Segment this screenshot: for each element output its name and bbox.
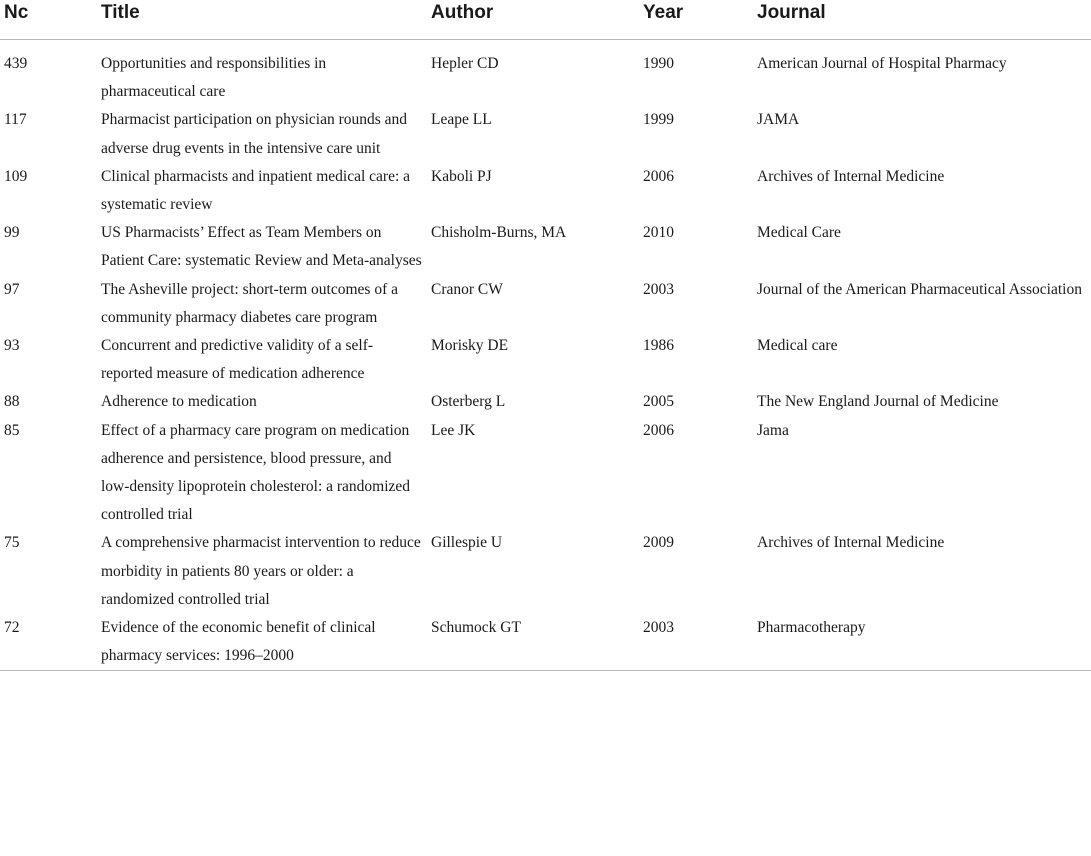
cell-journal: American Journal of Hospital Pharmacy (757, 55, 1007, 72)
cell-author: Morisky DE (431, 337, 509, 355)
cell-title (101, 332, 431, 388)
cell-title-text: The Asheville project: short-term outcomes of a community pharmacy diabetes care program (101, 280, 398, 326)
cell-title (101, 106, 431, 162)
bottom-rule-line (0, 671, 1091, 682)
cell-year: 1986 (643, 337, 674, 355)
cell-title-text: A comprehensive pharmacist intervention to reduce morbidity in patients 80 years or older: a randomized controlled trial (101, 534, 421, 608)
cell-nc: 99 (4, 224, 20, 242)
cell-title-text: Concurrent and predictive validity of a self-reported measure of medication adherence (101, 337, 374, 383)
cell-nc: 97 (4, 280, 20, 298)
cell-year: 1999 (643, 111, 674, 129)
column-header-journal: Journal (757, 0, 1091, 40)
cell-year: 2003 (643, 280, 674, 298)
cell-title (101, 163, 431, 219)
cell-author: Schumock GT (431, 619, 521, 637)
cell-nc: 72 (4, 619, 20, 637)
cell-journal: Archives of Internal Medicine (757, 167, 945, 185)
cell-year: 2003 (643, 619, 674, 637)
cell-nc: 93 (4, 337, 20, 355)
table-row (0, 529, 1091, 614)
cell-title (101, 276, 431, 332)
cell-nc: 85 (4, 421, 20, 439)
cell-title-text: Evidence of the economic benefit of clinical pharmacy services: 1996–2000 (101, 619, 376, 665)
cell-journal: Archives of Internal Medicine (757, 534, 945, 552)
table-body (0, 40, 1091, 682)
table-bottom-rule (0, 671, 1091, 682)
cell-year: 1990 (643, 55, 674, 72)
cell-title (101, 417, 431, 530)
table-row (0, 614, 1091, 671)
cell-year: 2009 (643, 534, 674, 552)
cell-year: 2005 (643, 393, 674, 411)
cell-year: 2006 (643, 167, 674, 185)
cell-nc: 88 (4, 393, 20, 411)
cell-title (101, 614, 431, 671)
table-row (0, 106, 1091, 162)
cell-journal: JAMA (757, 111, 800, 129)
cell-journal: Pharmacotherapy (757, 619, 866, 637)
cell-journal: Journal of the American Pharmaceutical Association (757, 280, 1082, 298)
cell-author: Hepler CD (431, 55, 499, 72)
cell-author: Chisholm-Burns, MA (431, 224, 567, 242)
cell-nc: 109 (4, 167, 28, 185)
cell-author: Leape LL (431, 111, 492, 129)
cell-title (101, 219, 431, 275)
cell-author: Cranor CW (431, 280, 503, 298)
cell-journal: The New England Journal of Medicine (757, 393, 999, 411)
cell-title-text: Pharmacist participation on physician rounds and adverse drug events in the intensive care unit (101, 111, 408, 157)
cell-year: 2006 (643, 421, 674, 439)
cell-nc: 439 (4, 55, 28, 72)
table-row (0, 417, 1091, 530)
header-row (0, 0, 1091, 40)
column-header-year: Year (643, 0, 757, 40)
table-row (0, 40, 1091, 107)
table-row (0, 163, 1091, 219)
cell-author: Lee JK (431, 421, 476, 439)
cell-journal: Medical Care (757, 224, 841, 242)
cell-year: 2010 (643, 224, 674, 242)
cell-author: Osterberg L (431, 393, 506, 411)
cell-title-text: Effect of a pharmacy care program on medication adherence and persistence, blood pressure, and low-density lipoprotein cholesterol: a randomized controlled trial (101, 421, 411, 524)
cell-journal: Medical care (757, 337, 838, 355)
column-header-author: Author (431, 0, 643, 40)
cell-title (101, 388, 431, 416)
cell-title-text: Adherence to medication (101, 393, 257, 411)
cell-nc: 117 (4, 111, 27, 129)
column-header-title: Title (101, 0, 431, 40)
table-row (0, 388, 1091, 416)
cell-author: Kaboli PJ (431, 167, 492, 185)
table-row (0, 219, 1091, 275)
cell-title-text: Opportunities and responsibilities in pharmaceutical care (101, 55, 327, 101)
column-header-nc: Nc (0, 0, 101, 40)
cell-title-text: US Pharmacists’ Effect as Team Members on Patient Care: systematic Review and Meta-analyses (101, 224, 422, 270)
cell-journal: Jama (757, 421, 789, 439)
cell-title (101, 40, 431, 107)
table-header (0, 0, 1091, 40)
cell-nc: 75 (4, 534, 20, 552)
cell-author: Gillespie U (431, 534, 503, 552)
table-row (0, 332, 1091, 388)
table-row (0, 276, 1091, 332)
cell-title-text: Clinical pharmacists and inpatient medical care: a systematic review (101, 167, 411, 214)
cell-title (101, 529, 431, 614)
